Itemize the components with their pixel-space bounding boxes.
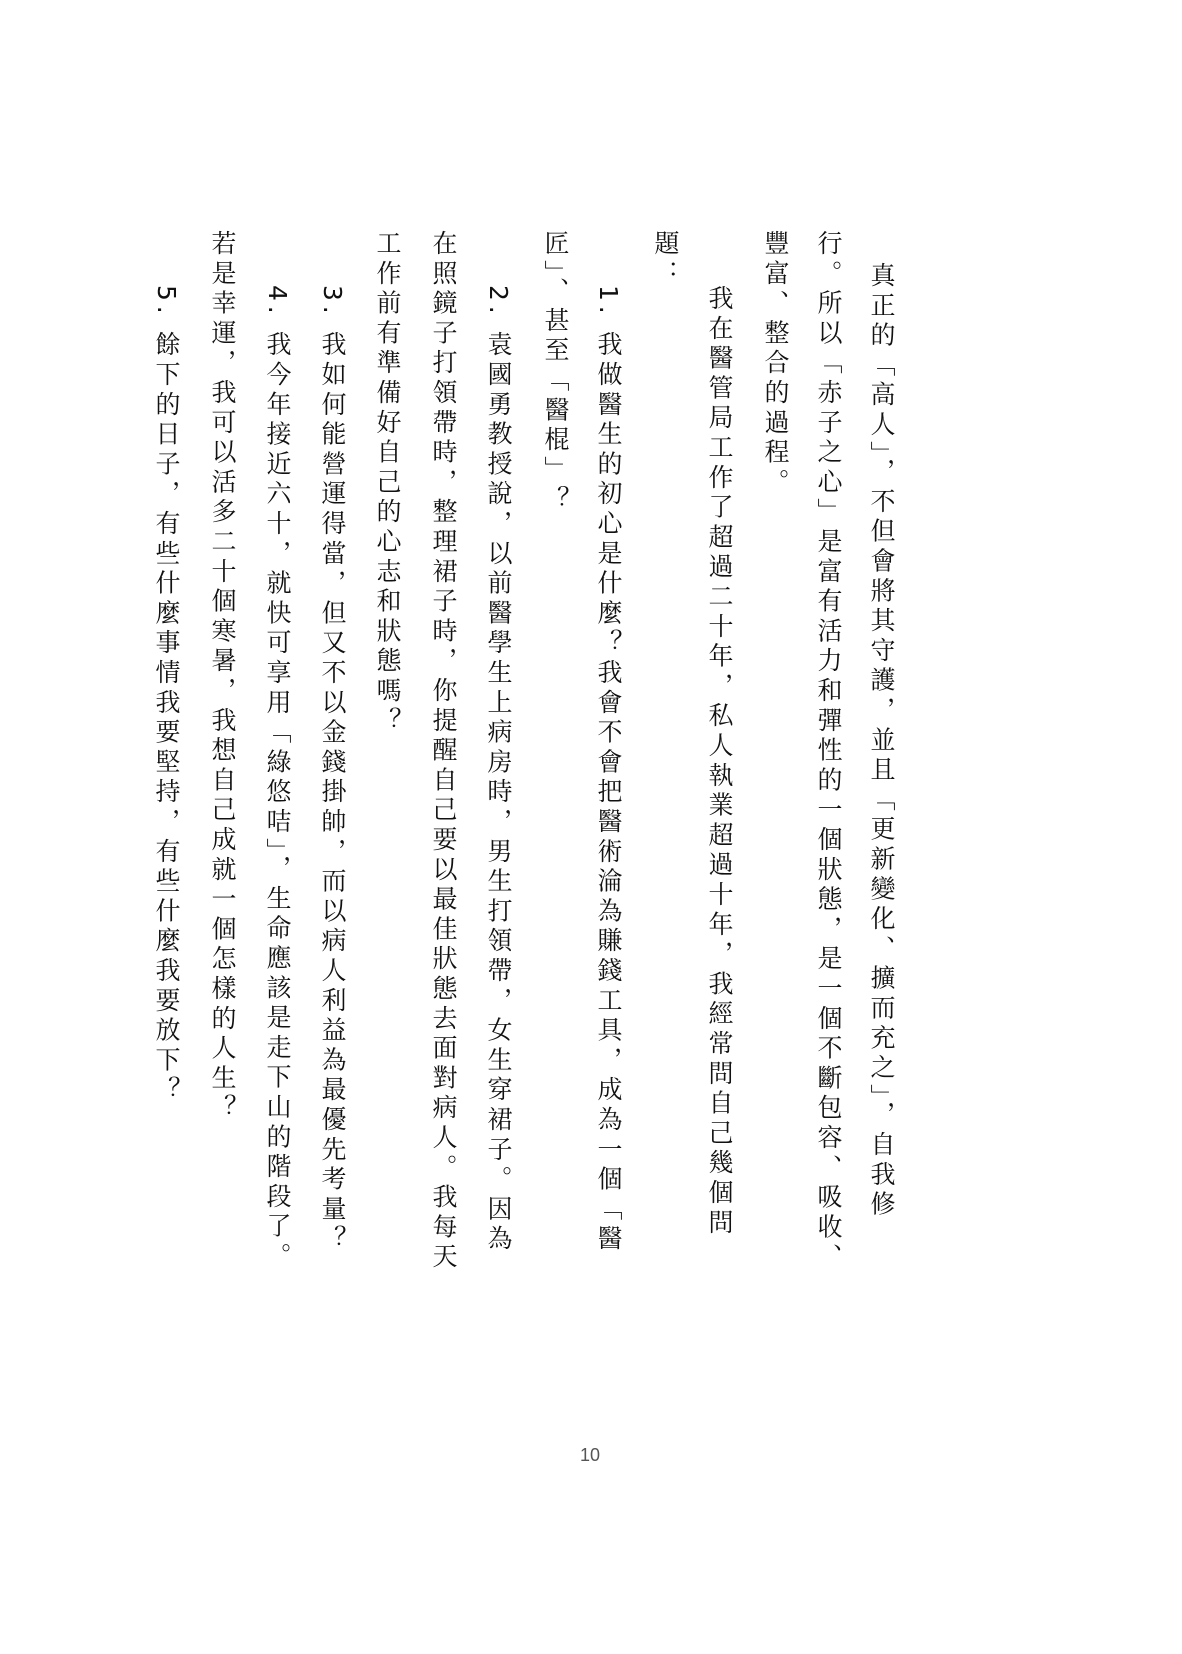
text-column-2: 行。所以「赤子之心」是富有活力和彈性的一個狀態，是一個不斷包容、吸收、 [814,230,843,1273]
text-column-6: 1. 我做醫生的初心是什麼？我會不會把醫術淪為賺錢工具，成為一個「醫 [594,285,623,1255]
text-column-9: 在照鏡子打領帶時，整理裙子時，你提醒自己要以最佳狀態去面對病人。我每天 [429,230,458,1273]
text-column-1: 真正的「高人」，不但會將其守護，並且「更新變化、擴而充之」，自我修 [867,262,896,1221]
text-column-7: 匠」、甚至「醫棍」？ [541,230,570,516]
page-number: 10 [579,1445,601,1465]
text-column-13: 若是幸運，我可以活多二十個寒暑，我想自己成就一個怎樣的人生？ [208,230,237,1124]
text-column-3: 豐富、整合的過程。 [761,230,790,499]
text-column-14: 5. 餘下的日子，有些什麼事情我要堅持，有些什麼我要放下？ [152,285,181,1106]
text-column-4: 我在醫管局工作了超過二十年，私人執業超過十年，我經常問自己幾個問 [705,285,734,1239]
text-column-12: 4. 我今年接近六十，就快可享用「綠悠咭」，生命應該是走下山的階段了。 [263,285,292,1273]
text-column-8: 2. 袁國勇教授說，以前醫學生上病房時，男生打領帶，女生穿裙子。因為 [484,285,513,1255]
text-column-5: 題： [651,230,680,290]
text-column-10: 工作前有準備好自己的心志和狀態嗎？ [373,230,402,737]
text-column-11: 3. 我如何能營運得當，但又不以金錢掛帥，而以病人利益為最優先考量？ [318,285,347,1255]
